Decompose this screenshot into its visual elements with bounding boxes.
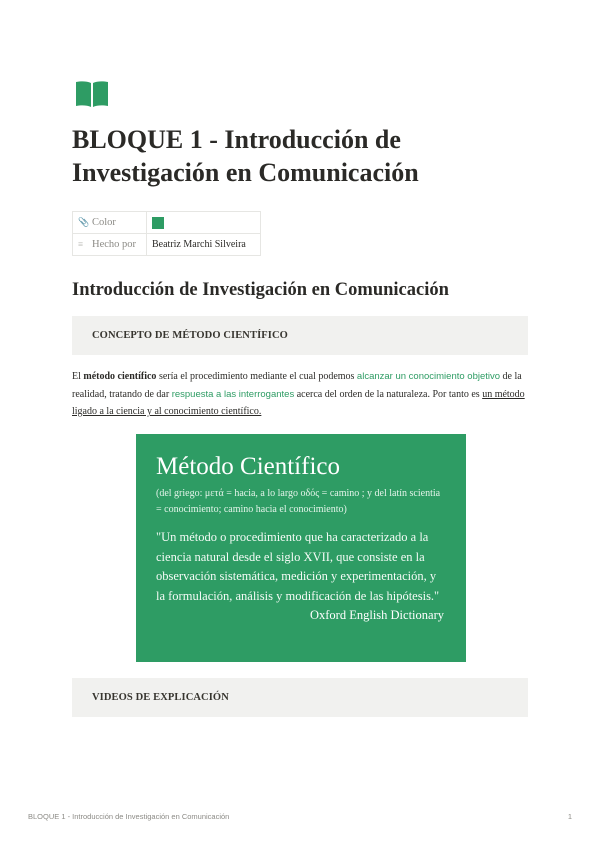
property-label: Hecho por xyxy=(92,239,137,250)
property-row-color xyxy=(73,212,261,234)
page-title: BLOQUE 1 - Introducción de Investigación en Comunicación xyxy=(72,125,419,187)
paragraph-bold: método científico xyxy=(83,371,157,382)
callout-concept xyxy=(72,316,528,355)
property-value-author: Beatriz Marchi Silveira xyxy=(152,239,246,250)
underlined-text: un método ligado a la ciencia y al conocimiento científico. xyxy=(72,388,525,417)
method-figure xyxy=(136,434,466,662)
callout-videos-text: VIDEOS DE EXPLICACIÓN xyxy=(92,692,229,703)
properties-table xyxy=(72,211,261,256)
section-heading: Introducción de Investigación en Comunicación xyxy=(72,280,449,300)
footer-page-number: 1 xyxy=(567,812,572,821)
text-lines-icon: ≡ xyxy=(78,239,84,249)
paragraph-text: de la realidad, tratando de dar xyxy=(72,371,522,400)
callout-videos xyxy=(72,678,528,717)
callout-concept-text: CONCEPTO DE MÉTODO CIENTÍFICO xyxy=(92,330,288,341)
property-label: Color xyxy=(92,217,116,228)
highlight-text: alcanzar un conocimiento objetivo xyxy=(356,371,501,382)
paragraph-text: acerca del orden de la naturaleza. Por tanto es xyxy=(294,388,483,400)
color-swatch xyxy=(152,217,164,229)
footer-title: BLOQUE 1 - Introducción de Investigación en Comunicación xyxy=(28,812,230,821)
figure-subtitle: (del griego: μετά = hacia, a lo largo οδός = camino ; y del latín scientia = conocimiento; camino hacia el conocimiento) xyxy=(156,488,441,515)
figure-title: Método Científico xyxy=(156,453,340,480)
highlight-text: respuesta a las interrogantes xyxy=(171,388,295,400)
paragraph-text: sería el procedimiento mediante el cual podemos xyxy=(156,371,357,382)
paperclip-icon: 📎 xyxy=(78,217,90,227)
paragraph-text: El xyxy=(72,371,84,382)
figure-quote: "Un método o procedimiento que ha caracterizado a la ciencia natural desde el siglo XVII, que consiste en la observación sistemática, medición y experimentación, y la formulación, análisis y modificación de las hipótesis." xyxy=(156,530,440,603)
body-paragraph xyxy=(72,368,530,421)
figure-source: Oxford English Dictionary xyxy=(309,608,444,622)
open-book-icon xyxy=(75,80,109,108)
property-row-author xyxy=(73,234,261,256)
